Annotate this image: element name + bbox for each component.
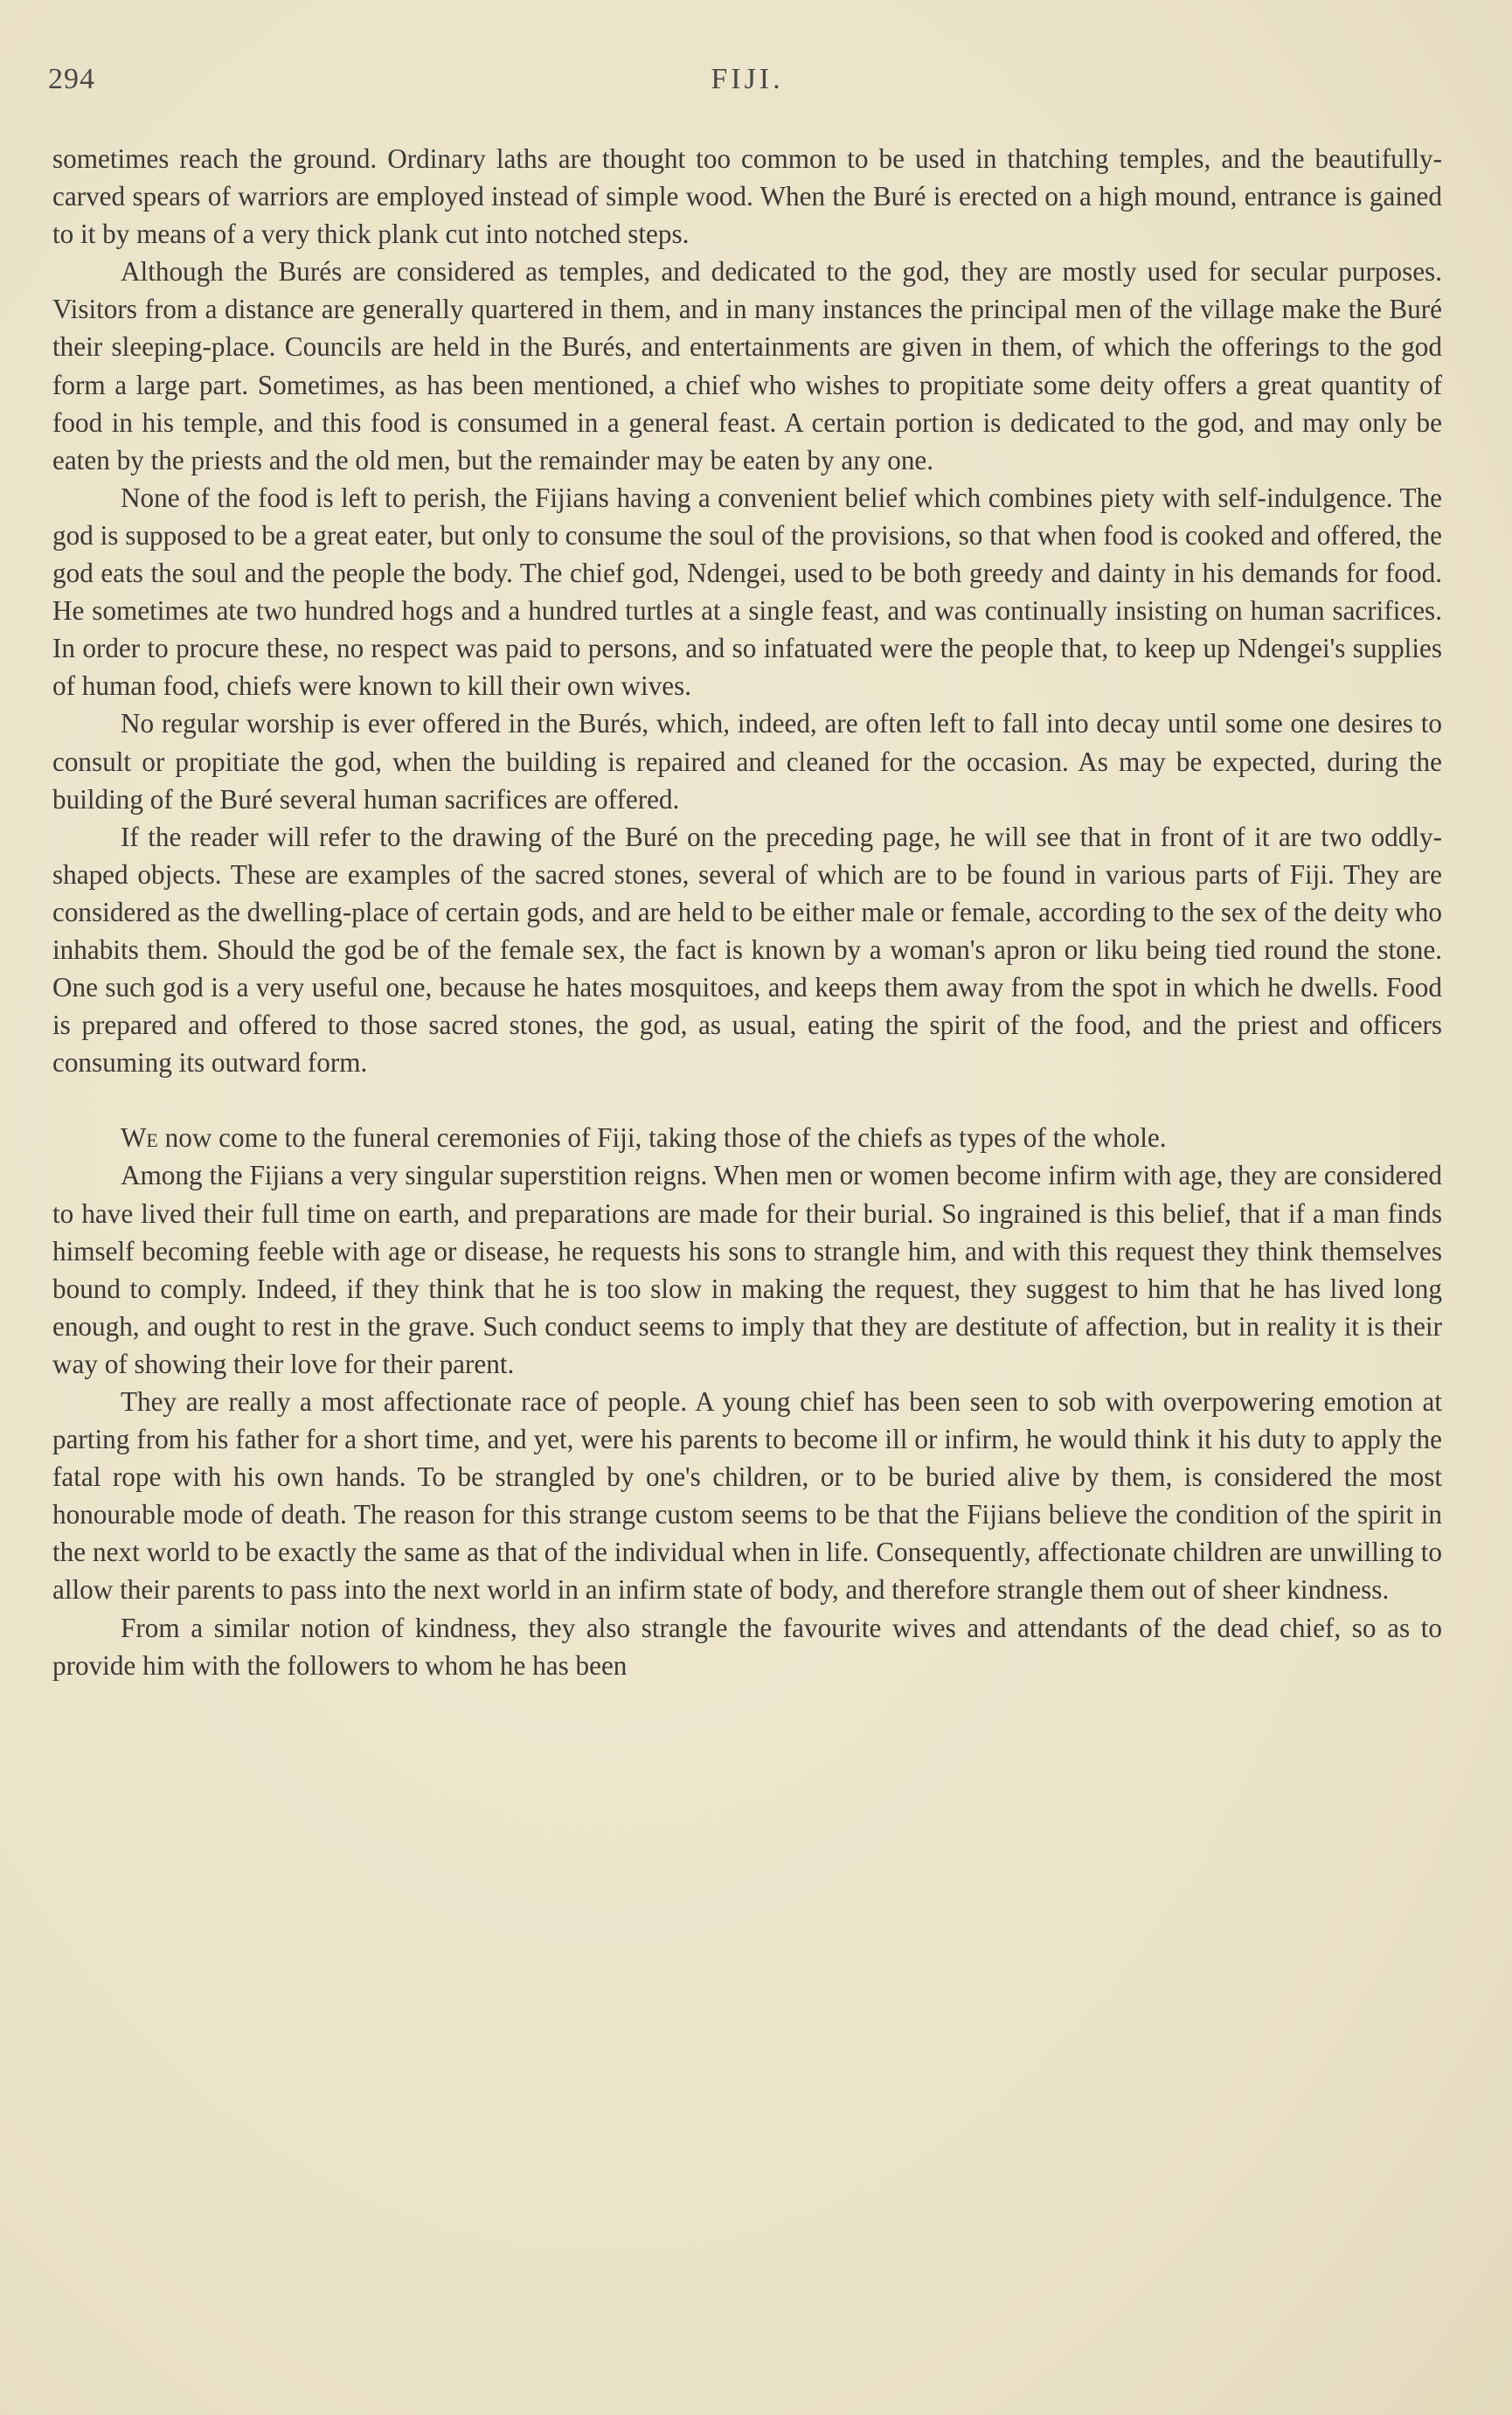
section-opening-word: We	[121, 1122, 158, 1154]
page-header	[48, 63, 1446, 107]
paragraph: If the reader will refer to the drawing of the Buré on the preceding page, he will see that in front of it are two oddly-shaped objects. These are examples of the sacred stones, several of which are to be found in various parts of Fiji. They are considered as the dwelling-place of certain gods, and are held to be either male or female, according to the sex of the deity who inhabits them. Should the god be of the female sex, the fact is known by a woman's apron or liku being tied round the stone. One such god is a very useful one, because he hates mosquitoes, and keeps them away from the spot in which he dwells. Food is prepared and offered to those sacred stones, the god, as usual, eating the spirit of the food, and the priest and officers consuming its outward form.	[52, 821, 1442, 1079]
paragraph: Although the Burés are considered as temples, and dedicated to the god, they are mostly used for secular purposes. Visitors from a distance are generally quartered in them, and in many instances the principal men of the village make the Buré their sleeping-place. Councils are held in the Burés, and entertainments are given in them, of which the offerings to the god form a large part. Sometimes, as has been mentioned, a chief who wishes to propitiate some deity offers a great quantity of food in his temple, and this food is consumed in a general feast. A certain portion is dedicated to the god, and may only be eaten by the priests and the old men, but the remainder may be eaten by any one.	[52, 256, 1442, 475]
paragraph: None of the food is left to perish, the Fijians having a convenient belief which combines piety with self-indulgence. The god is supposed to be a great eater, but only to consume the soul of the provisions, so that when food is cooked and offered, the god eats the soul and the people the body. The chief god, Ndengei, used to be both greedy and dainty in his demands for food. He sometimes ate two hundred hogs and a hundred turtles at a single feast, and was continually insisting on human sacrifices. In order to procure these, no respect was paid to persons, and so infatuated were the people that, to keep up Ndengei's supplies of human food, chiefs were known to kill their own wives.	[52, 482, 1442, 702]
paragraph: From a similar notion of kindness, they also strangle the favourite wives and attendants of the dead chief, so as to provide him with the followers to whom he has been	[52, 1612, 1442, 1681]
body-text	[52, 140, 1442, 1684]
paragraph: No regular worship is ever offered in the Burés, which, indeed, are often left to fall into decay until some one desires to consult or propitiate the god, when the building is repaired and cleaned for the occasion. As may be expected, during the building of the Buré several human sacrifices are offered.	[52, 708, 1442, 815]
running-head: FIJI.	[711, 63, 784, 95]
section-opening-paragraph	[52, 1119, 1442, 1156]
paragraph: Among the Fijians a very singular superstition reigns. When men or women become infirm with age, they are considered to have lived their full time on earth, and preparations are made for their burial. So ingrained is this belief, that if a man finds himself becoming feeble with age or disease, he requests his sons to strangle him, and with this request they think themselves bound to comply. Indeed, if they think that he is too slow in making the request, they suggest to him that he has lived long enough, and ought to rest in the grave. Such conduct seems to imply that they are destitute of affection, but in reality it is their way of showing their love for their parent.	[52, 1160, 1442, 1379]
page-number: 294	[48, 63, 95, 95]
paragraph: They are really a most affectionate race of people. A young chief has been seen to sob with overpowering emotion at parting from his father for a short time, and yet, were his parents to become ill or infirm, he would think it his duty to apply the fatal rope with his own hands. To be strangled by one's children, or to be buried alive by them, is considered the most honourable mode of death. The reason for this strange custom seems to be that the Fijians believe the condition of the spirit in the next world to be exactly the same as that of the individual when in life. Consequently, affectionate children are unwilling to allow their parents to pass into the next world in an infirm state of body, and therefore strangle them out of sheer kindness.	[52, 1386, 1442, 1606]
section-opening-text: now come to the funeral ceremonies of Fiji, taking those of the chiefs as types of the whole.	[164, 1122, 1167, 1154]
paragraph: sometimes reach the ground. Ordinary laths are thought too common to be used in thatching temples, and the beautifully-carved spears of warriors are employed instead of simple wood. When the Buré is erected on a high mound, entrance is gained to it by means of a very thick plank cut into notched steps.	[52, 143, 1442, 250]
